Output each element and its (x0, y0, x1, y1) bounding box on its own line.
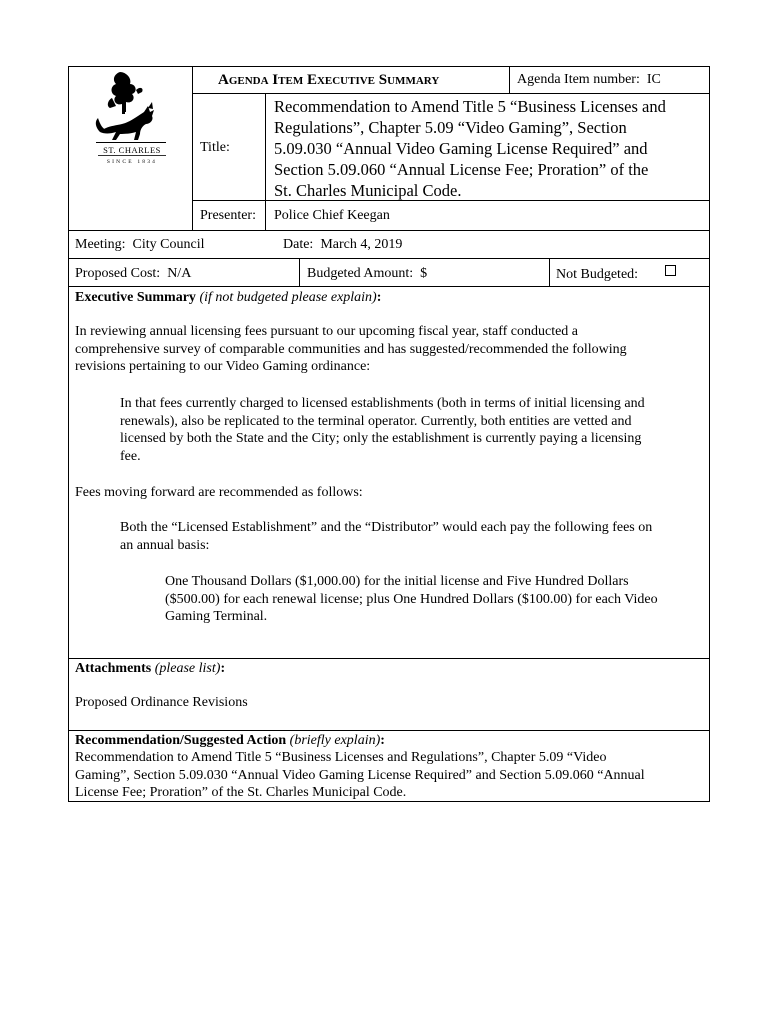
title-label: Title: (200, 140, 230, 155)
form-title: Agenda Item Executive Summary (218, 72, 440, 88)
summary-paragraph-4: Both the “Licensed Establishment” and the “Distributor” would each pay the following fees on an annual basis: (120, 520, 653, 553)
summary-section-divider (68, 658, 710, 659)
date-label: Date: (283, 237, 314, 252)
presenter-value: Police Chief Keegan (274, 208, 390, 223)
proposed-cost-value: N/A (167, 266, 192, 281)
label-column-divider (265, 94, 266, 230)
recommendation-text: Recommendation to Amend Title 5 “Business Licenses and Regulations”, Chapter 5.09 “Video Gaming”, Section 5.09.030 “Annual Video Gaming License Required” and Section 5.09.060 “Annual License Fee; Proration” of the St. Charles Municipal Code. (75, 750, 645, 800)
title-line: Recommendation to Amend Title 5 “Business Licenses and (274, 97, 666, 116)
meeting-value: City Council (132, 237, 205, 252)
summary-paragraph-2: In that fees currently charged to licensed establishments (both in terms of initial licensing and renewals), also be replicated to the terminal operator. Currently, both entities are vetted and licensed by both the State and the City; only the establishment is currently paying a licensing fee. (120, 396, 645, 464)
svg-text:SINCE 1834: SINCE 1834 (106, 159, 158, 164)
meeting-field (75, 236, 205, 253)
fox-tree-logo-icon (92, 68, 172, 164)
cost-divider-2 (549, 258, 550, 287)
agenda-number-value: IC (646, 72, 661, 87)
recommendation-heading: Recommendation/Suggested Action (briefly explain): (75, 733, 385, 748)
agenda-number-divider (509, 66, 510, 94)
budgeted-amount-label: Budgeted Amount: (307, 266, 414, 281)
attachments-heading: Attachments (please list): (75, 661, 226, 676)
svg-text:ST. CHARLES: ST. CHARLES (103, 145, 161, 155)
title-line: St. Charles Municipal Code. (274, 181, 462, 200)
summary-paragraph-5: One Thousand Dollars ($1,000.00) for the initial license and Five Hundred Dollars ($500.00) for each renewal license; plus One Hundred Dollars ($100.00) for each Video Gaming Terminal. (165, 574, 658, 624)
summary-paragraph-1: In reviewing annual licensing fees pursuant to our upcoming fiscal year, staff conducted a comprehensive survey of comparable communities and has suggested/recommended the following revisions pertaining to our Video Gaming ordinance: (75, 324, 627, 374)
cost-divider-1 (299, 258, 300, 287)
agenda-number-label: Agenda Item number: IC (517, 72, 661, 87)
meeting-row-divider (68, 258, 710, 259)
date-field (283, 236, 402, 253)
proposed-cost-field (75, 265, 191, 282)
header-row-divider (192, 93, 710, 94)
title-line: 5.09.030 “Annual Video Gaming License Required” and (274, 139, 648, 158)
title-line: Section 5.09.060 “Annual License Fee; Proration” of the (274, 160, 649, 179)
st-charles-logo (92, 68, 172, 164)
date-value: March 4, 2019 (320, 237, 403, 252)
budgeted-amount-field (307, 265, 427, 282)
presenter-label: Presenter: (200, 208, 256, 223)
not-budgeted-checkbox[interactable] (665, 265, 676, 276)
presenter-row-divider (68, 230, 710, 231)
summary-paragraph-3: Fees moving forward are recommended as follows: (75, 485, 363, 500)
title-value (274, 96, 704, 201)
cost-row-divider (68, 286, 710, 287)
budgeted-amount-value: $ (420, 266, 428, 281)
meeting-label: Meeting: (75, 237, 126, 252)
not-budgeted-label: Not Budgeted: (556, 267, 639, 282)
executive-summary-heading: Executive Summary (if not budgeted please explain): (75, 290, 382, 305)
title-line: Regulations”, Chapter 5.09 “Video Gaming”, Section (274, 118, 627, 137)
attachments-section-divider (68, 730, 710, 731)
attachments-item: Proposed Ordinance Revisions (75, 695, 248, 710)
logo-column-divider (192, 66, 193, 230)
proposed-cost-label: Proposed Cost: (75, 266, 161, 281)
